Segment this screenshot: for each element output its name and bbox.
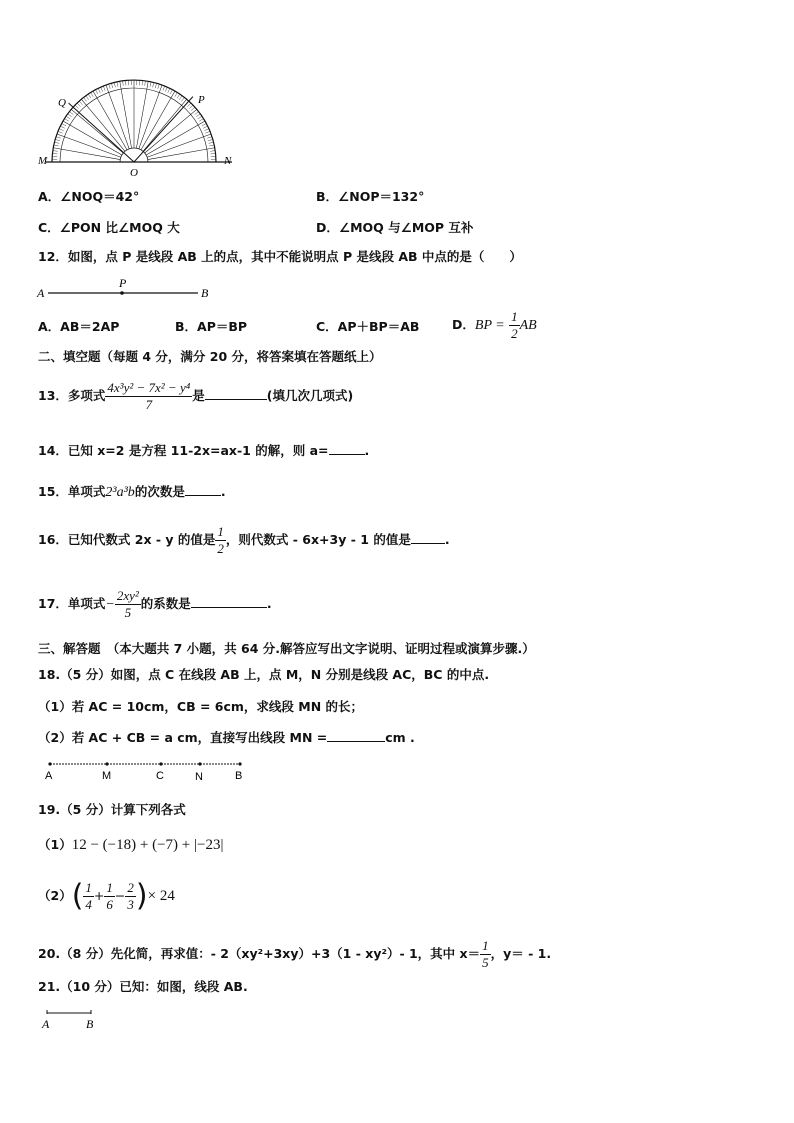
radial-line <box>145 109 197 153</box>
tick-mark <box>59 129 64 131</box>
q17-fraction: $\frac{\text{2xy²}}{5}$ <box>116 588 139 620</box>
q17: 17．单项式− $\frac{\text{2xy²}}{5}$ 的系数是 . <box>38 588 272 620</box>
tick-mark <box>198 116 202 119</box>
q12-option-d[interactable] <box>452 309 537 342</box>
q18-label-c: C <box>156 770 164 782</box>
q16-answer-blank[interactable] <box>411 531 445 544</box>
q11-option-a[interactable]: A．∠NOQ＝42° <box>38 189 140 204</box>
tick-mark <box>209 142 214 143</box>
q12-option-a[interactable]: A．AB＝2AP <box>38 319 120 334</box>
tick-mark <box>91 92 94 96</box>
q12-label-a: A <box>37 286 45 300</box>
q13-fraction: $\frac{\text{4x³y² − 7x² − y⁴}}{7}$ <box>107 380 191 412</box>
q12-label-b: B <box>201 286 209 300</box>
tick-mark <box>191 107 195 110</box>
protractor-figure <box>36 90 241 179</box>
tick-mark <box>123 81 124 86</box>
q11-option-b[interactable]: B．∠NOP＝132° <box>316 189 425 204</box>
tick-mark <box>177 94 180 98</box>
q21-stem: 21.（10 分）已知：如图，线段 AB. <box>38 979 248 994</box>
tick-mark <box>204 129 209 131</box>
ray-op <box>134 97 193 162</box>
radial-line <box>136 81 148 148</box>
tick-mark <box>142 80 143 85</box>
q12-option-d-prefix: D． <box>452 317 475 332</box>
ray-oq <box>69 103 134 162</box>
q19-part2: （2）( $\frac{1}{4}$ + $\frac{1}{6}$ − $\frac{2}{3}$ )× 24 <box>38 878 175 914</box>
q18-part1: （1）若 AC = 10cm，CB = 6cm，求线段 MN 的长； <box>38 699 364 714</box>
tick-mark <box>68 114 72 117</box>
q13-answer-blank[interactable] <box>205 387 267 400</box>
tick-mark <box>187 103 190 107</box>
radial-line <box>120 81 132 148</box>
q19-part1-expression: 12 − (−18) + (−7) + |−23| <box>71 837 224 853</box>
tick-mark <box>199 119 203 122</box>
radial-line <box>57 134 121 157</box>
tick-mark <box>163 86 165 91</box>
tick-mark <box>179 96 182 100</box>
tick-mark <box>203 126 207 128</box>
tick-mark <box>69 112 73 115</box>
tick-mark <box>101 87 103 92</box>
tick-mark <box>150 82 151 87</box>
tick-mark <box>210 151 215 152</box>
q18-answer-blank[interactable] <box>327 729 385 742</box>
tick-mark <box>208 139 213 140</box>
q20: 20.（8 分）先化简，再求值：- 2（xy²+3xy）+3（1 - xy²）- 1，其中 x＝ $\frac{1}{5}$ ，y＝ - 1. <box>38 938 552 970</box>
tick-mark <box>125 80 126 85</box>
tick-mark <box>181 97 184 101</box>
tick-mark <box>189 105 193 108</box>
q12-option-d-suffix: AB <box>519 318 537 333</box>
q17-answer-blank[interactable] <box>191 595 267 608</box>
q18-part2: （2）若 AC + CB = a cm，直接写出线段 MN = cm . <box>38 730 415 745</box>
q18-label-a: A <box>45 770 53 782</box>
q18-label-b: B <box>235 770 243 782</box>
tick-mark <box>52 153 57 154</box>
q11-option-c[interactable]: C．∠PON 比∠MOQ 大 <box>38 220 180 235</box>
q18-stem: 18.（5 分）如图，点 C 在线段 AB 上，点 M，N 分别是线段 AC，BC 的中点. <box>38 667 490 682</box>
q14: 14．已知 x=2 是方程 11-2x=ax-1 的解，则 a= . <box>38 443 370 458</box>
radial-line <box>71 109 123 153</box>
tick-mark <box>98 88 100 92</box>
tick-mark <box>54 142 59 143</box>
q12-stem: 12．如图，点 P 是线段 AB 上的点，其中不能说明点 P 是线段 AB 中点的是（ ） <box>38 249 522 264</box>
tick-mark <box>209 145 214 146</box>
tick-mark <box>158 84 160 89</box>
q21-segment-figure <box>38 1006 108 1032</box>
q18-segment-figure <box>40 756 250 784</box>
q12-option-c[interactable]: C．AP＋BP＝AB <box>316 319 420 334</box>
label-n: N <box>224 155 232 167</box>
tick-mark <box>55 139 60 140</box>
q12-label-p: P <box>119 276 127 290</box>
tick-mark <box>53 151 58 152</box>
tick-mark <box>195 112 199 115</box>
tick-mark <box>62 124 66 126</box>
q13: 13．多项式 $\frac{\text{4x³y² − 7x² − y⁴}}{7}$ 是 (填几次几项式) <box>38 380 354 412</box>
tick-mark <box>196 114 200 117</box>
q12-option-d-math: BP = <box>474 318 505 333</box>
tick-mark <box>117 82 118 87</box>
q19-part1: （1）12 − (−18) + (−7) + |−23| <box>38 837 224 853</box>
q15: 15．单项式2³a³b的次数是 . <box>38 484 226 500</box>
tick-mark <box>88 94 91 98</box>
radial-line <box>148 148 215 160</box>
label-q: Q <box>58 97 66 109</box>
radial-line <box>53 148 120 160</box>
radial-line <box>139 85 162 149</box>
q21-label-a: A <box>42 1017 50 1031</box>
q18-label-n: N <box>195 771 203 783</box>
radial-line <box>143 99 187 151</box>
tick-mark <box>109 84 111 89</box>
tick-mark <box>145 81 146 86</box>
tick-mark <box>170 90 172 94</box>
q18-label-m: M <box>102 770 112 782</box>
label-m: M <box>38 155 48 167</box>
radial-line <box>81 99 125 151</box>
q12-option-b[interactable]: B．AP＝BP <box>175 319 248 334</box>
tick-mark <box>75 105 79 108</box>
q19-stem: 19.（5 分）计算下列各式 <box>38 802 186 817</box>
tick-mark <box>155 83 156 88</box>
tick-mark <box>96 90 98 94</box>
tick-mark <box>153 82 154 87</box>
tick-mark <box>58 131 63 133</box>
q12-option-d-fraction: $\frac{1}{2}$ <box>511 309 518 341</box>
tick-mark <box>56 137 61 139</box>
tick-mark <box>205 131 210 133</box>
tick-mark <box>202 124 206 126</box>
q14-answer-blank[interactable] <box>329 442 365 455</box>
q12-segment-figure <box>36 276 226 304</box>
q11-option-d[interactable]: D．∠MOQ 与∠MOP 互补 <box>316 220 474 235</box>
tick-mark <box>114 82 115 87</box>
tick-mark <box>175 92 178 96</box>
tick-mark <box>66 116 70 119</box>
tick-mark <box>84 97 87 101</box>
tick-mark <box>211 153 216 154</box>
tick-mark <box>168 88 170 92</box>
section2-heading: 二、填空题（每题 4 分，满分 20 分，将答案填在答题纸上） <box>38 349 382 364</box>
q21-label-b: B <box>86 1017 94 1031</box>
tick-mark <box>60 126 64 128</box>
q16-fraction: $\frac{1}{2}$ <box>217 524 224 556</box>
tick-mark <box>79 101 82 105</box>
tick-mark <box>64 119 68 122</box>
tick-mark <box>165 87 167 92</box>
tick-mark <box>54 145 59 146</box>
label-p: P <box>198 94 205 106</box>
q16: 16．已知代数式 2x - y 的值是 $\frac{1}{2}$ ，则代数式 - 6x+3y - 1 的值是 . <box>38 524 450 556</box>
tick-mark <box>86 96 89 100</box>
q15-answer-blank[interactable] <box>185 483 221 496</box>
tick-mark <box>103 86 105 91</box>
q15-monomial: 2³a³b <box>105 485 135 500</box>
tick-mark <box>77 103 80 107</box>
section3-heading: 三、解答题 （本大题共 7 小题，共 64 分.解答应写出文字说明、证明过程或演算步骤.） <box>38 641 535 656</box>
tick-mark <box>207 137 212 139</box>
label-o: O <box>130 167 138 179</box>
q20-fraction: $\frac{1}{5}$ <box>482 938 489 970</box>
tick-mark <box>111 83 112 88</box>
